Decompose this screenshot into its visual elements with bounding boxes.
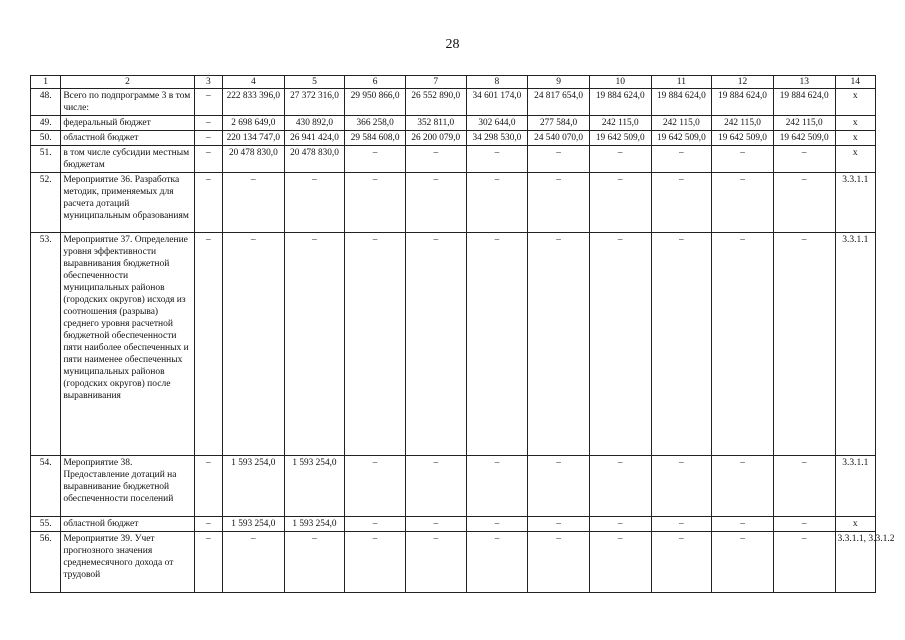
budget-table <box>30 75 895 593</box>
column-header: 14 <box>835 76 875 89</box>
column-3-cell: – <box>194 532 222 593</box>
value-cell: – <box>405 517 466 532</box>
value-cell: 26 941 424,0 <box>284 131 345 146</box>
value-cell: – <box>528 146 590 173</box>
value-cell: 1 593 254,0 <box>284 456 345 517</box>
value-cell: 34 298 530,0 <box>466 131 528 146</box>
value-cell: 19 884 624,0 <box>712 89 774 116</box>
row-name: Мероприятие 39. Учет прогнозного значения среднемесячного дохода от трудовой <box>61 532 194 593</box>
value-cell: 26 552 890,0 <box>405 89 466 116</box>
column-3-cell: – <box>194 146 222 173</box>
value-cell: 242 115,0 <box>651 116 712 131</box>
value-cell: – <box>284 532 345 593</box>
value-cell: 352 811,0 <box>405 116 466 131</box>
column-header: 13 <box>773 76 835 89</box>
value-cell: 26 200 079,0 <box>405 131 466 146</box>
value-cell: – <box>466 173 528 233</box>
reference-cell: 3.3.1.1 <box>835 233 875 456</box>
column-3-cell: – <box>194 233 222 456</box>
value-cell: – <box>405 233 466 456</box>
value-cell: 1 593 254,0 <box>284 517 345 532</box>
value-cell: – <box>651 456 712 517</box>
value-cell: 20 478 830,0 <box>223 146 285 173</box>
value-cell: – <box>528 456 590 517</box>
row-number: 49. <box>31 116 61 131</box>
row-number: 52. <box>31 173 61 233</box>
column-header: 8 <box>466 76 528 89</box>
column-header: 5 <box>284 76 345 89</box>
value-cell: – <box>466 456 528 517</box>
value-cell: – <box>223 173 285 233</box>
value-cell: 242 115,0 <box>773 116 835 131</box>
table-row <box>31 456 876 517</box>
value-cell: – <box>405 173 466 233</box>
value-cell: 277 584,0 <box>528 116 590 131</box>
row-number: 53. <box>31 233 61 456</box>
reference-cell: x <box>835 131 875 146</box>
value-cell: 366 258,0 <box>345 116 406 131</box>
value-cell: – <box>712 173 774 233</box>
value-cell: 1 593 254,0 <box>223 456 285 517</box>
column-3-cell: – <box>194 116 222 131</box>
value-cell: – <box>712 532 774 593</box>
value-cell: – <box>589 146 651 173</box>
row-name: Всего по подпрограмме 3 в том числе: <box>61 89 194 116</box>
row-number: 54. <box>31 456 61 517</box>
reference-cell: 3.3.1.1 <box>835 456 875 517</box>
value-cell: 29 950 866,0 <box>345 89 406 116</box>
value-cell: – <box>651 532 712 593</box>
value-cell: – <box>712 146 774 173</box>
row-name: областной бюджет <box>61 131 194 146</box>
row-name: федеральный бюджет <box>61 116 194 131</box>
value-cell: – <box>773 532 835 593</box>
value-cell: – <box>773 517 835 532</box>
reference-cell: 3.3.1.1 <box>835 173 875 233</box>
value-cell: – <box>223 233 285 456</box>
column-3-cell: – <box>194 89 222 116</box>
value-cell: – <box>712 456 774 517</box>
value-cell: – <box>466 532 528 593</box>
table-header-row <box>31 76 876 89</box>
table-row <box>31 116 876 131</box>
value-cell: – <box>345 532 406 593</box>
row-number: 56. <box>31 532 61 593</box>
value-cell: – <box>651 517 712 532</box>
value-cell: – <box>712 233 774 456</box>
value-cell: 34 601 174,0 <box>466 89 528 116</box>
row-number: 50. <box>31 131 61 146</box>
reference-cell: 3.3.1.1, 3.3.1.2 <box>835 532 875 593</box>
row-number: 55. <box>31 517 61 532</box>
value-cell: – <box>651 233 712 456</box>
value-cell: 19 642 509,0 <box>589 131 651 146</box>
row-name: областной бюджет <box>61 517 194 532</box>
value-cell: – <box>466 233 528 456</box>
value-cell: – <box>773 456 835 517</box>
column-3-cell: – <box>194 517 222 532</box>
value-cell: 430 892,0 <box>284 116 345 131</box>
value-cell: – <box>405 456 466 517</box>
value-cell: – <box>528 233 590 456</box>
value-cell: – <box>589 456 651 517</box>
reference-cell: x <box>835 517 875 532</box>
value-cell: – <box>345 173 406 233</box>
value-cell: 27 372 316,0 <box>284 89 345 116</box>
table-row <box>31 146 876 173</box>
table-row <box>31 532 876 593</box>
column-header: 1 <box>31 76 61 89</box>
value-cell: 24 540 070,0 <box>528 131 590 146</box>
column-header: 11 <box>651 76 712 89</box>
table-row <box>31 517 876 532</box>
value-cell: – <box>223 532 285 593</box>
value-cell: 2 698 649,0 <box>223 116 285 131</box>
value-cell: – <box>589 517 651 532</box>
table-row <box>31 233 876 456</box>
column-header: 7 <box>405 76 466 89</box>
value-cell: – <box>284 173 345 233</box>
value-cell: – <box>589 233 651 456</box>
value-cell: – <box>589 173 651 233</box>
value-cell: 242 115,0 <box>589 116 651 131</box>
table-row <box>31 89 876 116</box>
value-cell: – <box>345 517 406 532</box>
value-cell: 222 833 396,0 <box>223 89 285 116</box>
column-header: 12 <box>712 76 774 89</box>
page-number: 28 <box>445 37 460 52</box>
column-header: 9 <box>528 76 590 89</box>
row-name: Мероприятие 36. Разработка методик, применяемых для расчета дотаций муниципальным образованиям <box>61 173 194 233</box>
value-cell: 19 642 509,0 <box>712 131 774 146</box>
value-cell: – <box>528 532 590 593</box>
value-cell: – <box>589 532 651 593</box>
column-header: 3 <box>194 76 222 89</box>
value-cell: 242 115,0 <box>712 116 774 131</box>
column-3-cell: – <box>194 131 222 146</box>
column-header: 2 <box>61 76 194 89</box>
value-cell: 19 642 509,0 <box>773 131 835 146</box>
value-cell: – <box>773 173 835 233</box>
value-cell: 29 584 608,0 <box>345 131 406 146</box>
value-cell: – <box>528 173 590 233</box>
value-cell: – <box>651 173 712 233</box>
column-header: 6 <box>345 76 406 89</box>
value-cell: – <box>405 532 466 593</box>
value-cell: – <box>712 517 774 532</box>
value-cell: – <box>345 233 406 456</box>
value-cell: 24 817 654,0 <box>528 89 590 116</box>
value-cell: – <box>651 146 712 173</box>
value-cell: 19 884 624,0 <box>651 89 712 116</box>
value-cell: – <box>345 146 406 173</box>
column-header: 4 <box>223 76 285 89</box>
value-cell: – <box>466 146 528 173</box>
table-row <box>31 173 876 233</box>
row-number: 51. <box>31 146 61 173</box>
reference-cell: x <box>835 89 875 116</box>
column-header: 10 <box>589 76 651 89</box>
row-name: в том числе субсидии местным бюджетам <box>61 146 194 173</box>
value-cell: 1 593 254,0 <box>223 517 285 532</box>
value-cell: – <box>773 233 835 456</box>
value-cell: – <box>284 233 345 456</box>
value-cell: – <box>345 456 406 517</box>
row-number: 48. <box>31 89 61 116</box>
value-cell: 19 642 509,0 <box>651 131 712 146</box>
column-3-cell: – <box>194 456 222 517</box>
row-name: Мероприятие 37. Определение уровня эффективности выравнивания бюджетной обеспеченности муниципальных районов (городских округов) исходя из соотношения (разрыва) среднего уровня расчетной бюджетной обеспеченности пяти наиболее обеспеченных и пяти наименее обеспеченных муниципальных районов (городских округов) после выравнивания <box>61 233 194 456</box>
value-cell: 19 884 624,0 <box>589 89 651 116</box>
value-cell: – <box>405 146 466 173</box>
value-cell: – <box>773 146 835 173</box>
table-row <box>31 131 876 146</box>
value-cell: 220 134 747,0 <box>223 131 285 146</box>
row-name: Мероприятие 38. Предоставление дотаций на выравнивание бюджетной обеспеченности поселений <box>61 456 194 517</box>
reference-cell: x <box>835 146 875 173</box>
column-3-cell: – <box>194 173 222 233</box>
value-cell: – <box>466 517 528 532</box>
value-cell: 20 478 830,0 <box>284 146 345 173</box>
reference-cell: x <box>835 116 875 131</box>
value-cell: – <box>528 517 590 532</box>
value-cell: 302 644,0 <box>466 116 528 131</box>
value-cell: 19 884 624,0 <box>773 89 835 116</box>
